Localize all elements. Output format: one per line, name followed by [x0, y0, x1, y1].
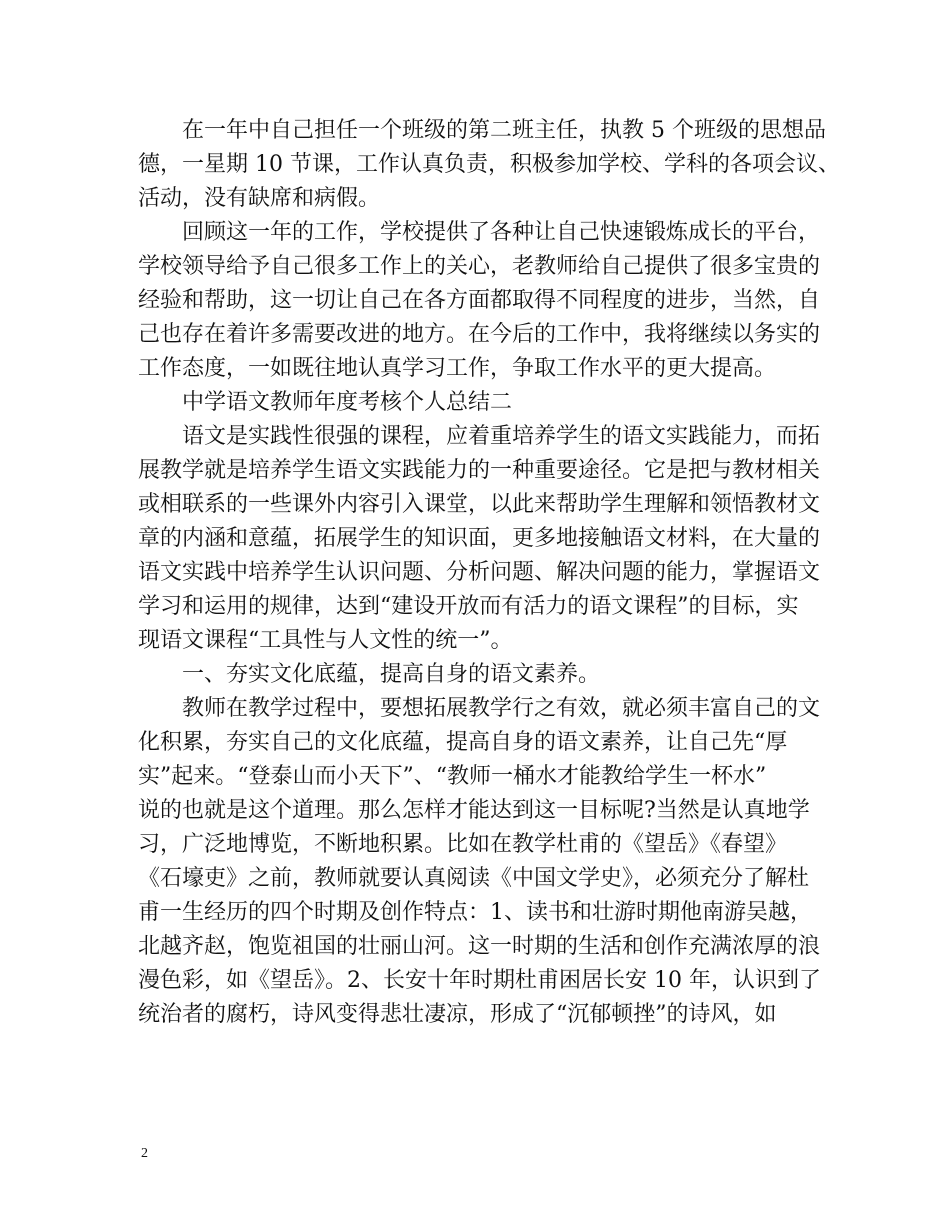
paragraph-line: 回顾这一年的工作，学校提供了各种让自己快速锻炼成长的平台，: [182, 220, 821, 245]
paragraph-line: 教师在教学过程中，要想拓展教学行之有效，就必须丰富自己的文: [182, 696, 821, 721]
section-heading: 一、夯实文化底蕴，提高自身的语文素养。: [182, 662, 601, 687]
paragraph-line: 漫色彩，如《望岳》。2、长安十年时期杜甫困居长安 10 年，认识到了: [138, 968, 821, 993]
paragraph-line: 在一年中自己担任一个班级的第二班主任，执教 5 个班级的思想品: [182, 118, 826, 143]
paragraph-line: 北越齐赵，饱览祖国的壮丽山河。这一时期的生活和创作充满浓厚的浪: [138, 934, 821, 959]
paragraph-line: 《石壕吏》之前，教师就要认真阅读《中国文学史》，必须充分了解杜: [138, 866, 810, 891]
paragraph-line: 经验和帮助，这一切让自己在各方面都取得不同程度的进步，当然，自: [138, 288, 821, 313]
paragraph-line: 工作态度，一如既往地认真学习工作，争取工作水平的更大提高。: [138, 356, 777, 381]
paragraph-line: 现语文课程“工具性与人文性的统一”。: [138, 628, 513, 653]
paragraph-line: 或相联系的一些课外内容引入课堂，以此来帮助学生理解和领悟教材文: [138, 492, 821, 517]
body-text: [138, 114, 840, 1032]
paragraph-line: 己也存在着许多需要改进的地方。在今后的工作中，我将继续以务实的: [138, 322, 821, 347]
paragraph-line: 活动，没有缺席和病假。: [138, 186, 381, 211]
paragraph-line: 展教学就是培养学生语文实践能力的一种重要途径。它是把与教材相关: [138, 458, 821, 483]
paragraph-line: 习，广泛地博览，不断地积累。比如在教学杜甫的《望岳》《春望》: [138, 832, 788, 857]
paragraph-line: 章的内涵和意蕴，拓展学生的知识面，更多地接触语文材料，在大量的: [138, 526, 821, 551]
paragraph-line: 甫一生经历的四个时期及创作特点：1、读书和壮游时期他南游吴越，: [138, 900, 812, 925]
paragraph-line: 德，一星期 10 节课，工作认真负责，积极参加学校、学科的各项会议、: [138, 152, 840, 177]
paragraph-line: 实”起来。“登泰山而小天下”、“教师一桶水才能教给学生一杯水”: [138, 764, 767, 789]
paragraph-line: 说的也就是这个道理。那么怎样才能达到这一目标呢?当然是认真地学: [138, 798, 810, 823]
paragraph-line: 学习和运用的规律，达到“建设开放而有活力的语文课程”的目标，实: [138, 594, 799, 619]
paragraph-line: 化积累，夯实自己的文化底蕴，提高自身的语文素养，让自己先“厚: [138, 730, 788, 755]
paragraph-line: 语文是实践性很强的课程，应着重培养学生的语文实践能力，而拓: [182, 424, 821, 449]
paragraph-line: 学校领导给予自己很多工作上的关心，老教师给自己提供了很多宝贵的: [138, 254, 821, 279]
paragraph-line: 统治者的腐朽，诗风变得悲壮凄凉，形成了“沉郁顿挫”的诗风，如: [138, 1002, 777, 1027]
section-title: 中学语文教师年度考核个人总结二: [182, 390, 513, 415]
page-number: 2: [141, 1146, 148, 1161]
paragraph-line: 语文实践中培养学生认识问题、分析问题、解决问题的能力，掌握语文: [138, 560, 821, 585]
